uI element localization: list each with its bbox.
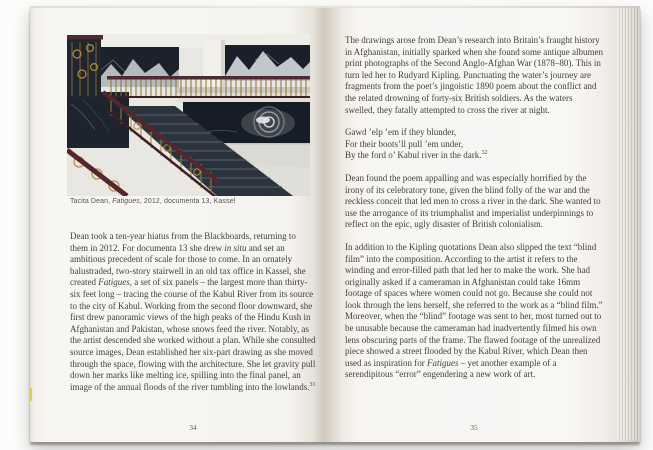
footnote-reference: 31 — [309, 381, 316, 388]
image-caption — [70, 198, 312, 205]
mural-upper-right — [225, 45, 310, 81]
paragraph-research: The drawings arose from Dean’s research into Britain’s fraught history in Afghanistan, initially sparked when she found some antique albumen print photographs of the Second Anglo-Afghan War (1878–80). This in turn led her to Rudyard Kipling. Punctuating the water’s journey are fragments from the poet’s jingoistic 1890 poem about the conflict and the related drowning of forty-six British soldiers. As the waters swelled, they fatally attempted to cross the river at night. — [345, 35, 603, 115]
right-page-text-column — [345, 35, 603, 392]
poem-line: For their boots’ll pull ’em under, — [345, 138, 464, 149]
caption-details: , 2012, documenta 13, Kassel — [139, 198, 236, 205]
page-number-left: 34 — [189, 423, 197, 432]
poem-quote — [345, 127, 603, 162]
mural-upper-left — [97, 47, 179, 87]
footnote-reference: 32 — [481, 150, 488, 157]
page-edge-stack — [617, 8, 639, 440]
italic-work-title: Fatigues — [98, 277, 130, 288]
open-book — [30, 6, 640, 442]
left-page-text-column — [70, 231, 316, 404]
body-text: In addition to the Kipling quotations Dean also slipped the text “blind film” into the composition. According to the artist it refers to the winding and error-filled path that led her to make the work. She had originally asked if a cameraman in Afghanistan could take 16mm footage of spaces where women could not go. Because she could not look through the lens herself, she referred to the work as a “blind film.” Moreover, when the “blind” footage was sent to her, most turned out to be unusable because the cameraman had inadvertently filmed his own lens obscuring parts of the frame. The flawed footage of the unrealized piece showed a street flooded by the Kabul River, which Dean then used as inspiration for — [345, 241, 603, 368]
installation-photo — [67, 34, 310, 196]
page-marker-sticker — [29, 388, 32, 401]
poem-line-text: By the ford o’ Kabul river in the dark. — [345, 150, 482, 161]
italic-work-title: Fatigues — [426, 357, 459, 368]
body-text: and set an ambitious precedent of scale for those to come. In an ornately balustraded, two-story stairwell in an old tax office in Kassel, she created — [70, 242, 306, 288]
poem-line — [345, 150, 603, 162]
newel-scrollwork — [67, 35, 103, 99]
caption-artist: Tacita Dean, — [70, 198, 113, 205]
paragraph-blind-film — [345, 242, 603, 381]
poem-line: Gawd ’elp ’em if they blunder, — [345, 127, 457, 138]
caption-work-title: Fatigues — [112, 198, 140, 205]
italic-term: in situ — [224, 242, 247, 253]
left-body-paragraph — [70, 231, 316, 393]
body-text: Dean took a ten-year hiatus from the Blackboards, returning to them in 2012. For documenta 13 she drew — [70, 231, 296, 253]
stairwell-installation-graphic — [67, 34, 310, 196]
body-text: , a set of six panels – the largest more than thirty-six feet long – tracing the course of the Kabul River from its source to the city of Kabul. Working from the second floor downward, she first drew panoramic views of the high peaks of the Hindu Kush in Afghanistan and Pakistan, whose snows feed the river. Notably, as the artist descended she worked without a plan. While she consulted source images, Dean established her six-part drawing as she moved through the space, flowing with the architecture. She let gravity pull down her marks like melting ice, spilling into the final panel, an image of the annual floods of the river tumbling into the lowlands. — [70, 277, 316, 392]
page-number-right: 35 — [470, 423, 478, 432]
paragraph-appalling: Dean found the poem appalling and was especially horrified by the irony of its celebratory tone, given the blind folly of the war and the reckless conceit that led men to cross a river in the dark. She wanted to use the arrogance of its triumphalist and imperialist underpinnings to reflect on the epic, ugly disaster of British colonialism. — [345, 172, 601, 230]
body-text: – yet another example of a serendipitous “error” engendering a new work of art. — [345, 357, 557, 380]
